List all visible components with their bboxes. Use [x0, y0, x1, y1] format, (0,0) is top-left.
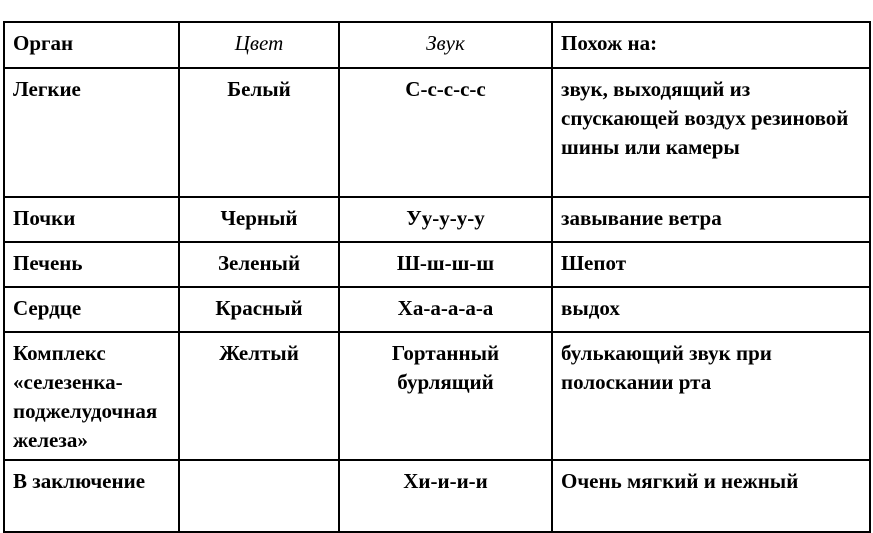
cell-similar: Шепот [552, 242, 870, 287]
cell-sound: С-с-с-с-с [339, 68, 552, 197]
cell-sound: Гортанный бурлящий [339, 332, 552, 460]
cell-organ: Печень [4, 242, 179, 287]
cell-similar: звук, выходящий из спускающей воздух резиновой шины или камеры [552, 68, 870, 197]
header-color: Цвет [179, 22, 339, 68]
table-row [4, 332, 870, 460]
cell-sound: Ха-а-а-а-а [339, 287, 552, 332]
cell-organ: Почки [4, 197, 179, 242]
cell-sound: Ш-ш-ш-ш [339, 242, 552, 287]
header-similar: Похож на: [552, 22, 870, 68]
cell-similar: завывание ветра [552, 197, 870, 242]
table-header-row [4, 22, 870, 68]
table-row [4, 242, 870, 287]
cell-color: Желтый [179, 332, 339, 460]
table-row [4, 197, 870, 242]
cell-sound: Хи-и-и-и [339, 460, 552, 532]
cell-color: Черный [179, 197, 339, 242]
cell-color [179, 460, 339, 532]
table-row [4, 460, 870, 532]
cell-organ: Легкие [4, 68, 179, 197]
cell-organ: Сердце [4, 287, 179, 332]
header-organ: Орган [4, 22, 179, 68]
cell-color: Зеленый [179, 242, 339, 287]
cell-sound: Уу-у-у-у [339, 197, 552, 242]
cell-organ: В заключение [4, 460, 179, 532]
cell-organ: Комплекс «селезенка-поджелудочная железа» [4, 332, 179, 460]
header-sound: Звук [339, 22, 552, 68]
cell-similar: булькающий звук при полоскании рта [552, 332, 870, 460]
cell-similar: Очень мягкий и нежный [552, 460, 870, 532]
cell-similar: выдох [552, 287, 870, 332]
organ-sound-table [3, 21, 871, 533]
table-row [4, 68, 870, 197]
cell-color: Белый [179, 68, 339, 197]
table-row [4, 287, 870, 332]
cell-color: Красный [179, 287, 339, 332]
